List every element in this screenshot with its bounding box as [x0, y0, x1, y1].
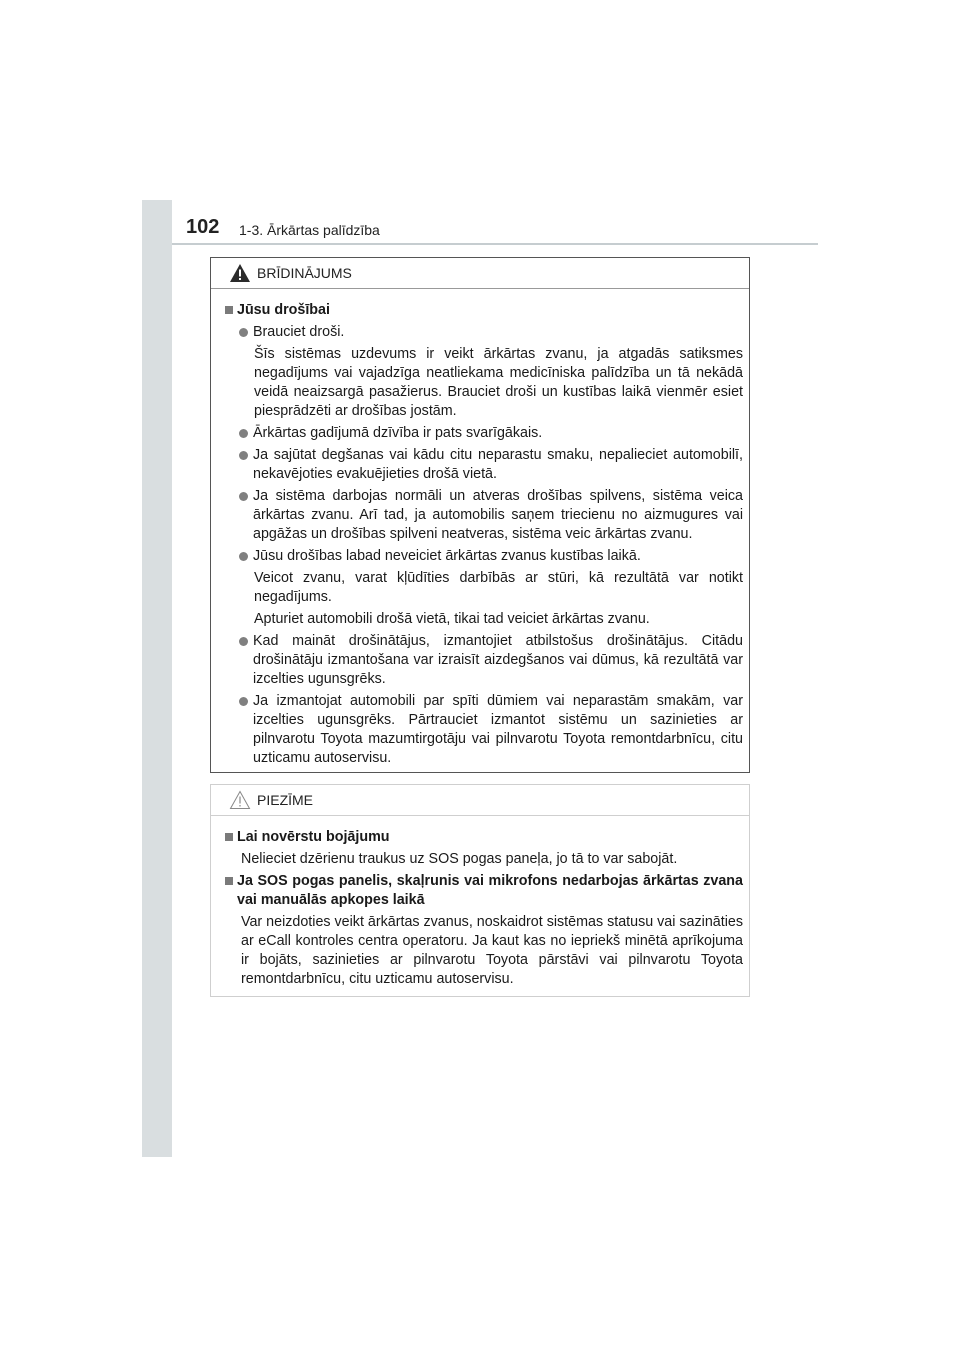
- section-title: 1-3. Ārkārtas palīdzība: [239, 222, 380, 238]
- paragraph: Var neizdoties veikt ārkārtas zvanus, noskaidrot sistēmas statusu vai sazināties ar eCall kontroles centra operatoru. Ja kaut kas no iepriekš minētā aprīkojuma ir bojāts, sazinieties ar pilnvarotu Toyota pārstāvi vai pilnvarotu Toyota remontdarbnīcu, citu uzticamu autoservisu.: [241, 914, 743, 987]
- paragraph: Nelieciet dzērienu traukus uz SOS pogas paneļa, jo tā to var sabojāt.: [241, 851, 678, 867]
- square-bullet-icon: [225, 877, 233, 885]
- list-item: Ja izmantojat automobili par spīti dūmiem vai neparastām smakām, var izcelties ugunsgrēks. Pārtrauciet izmantot sistēmu un sazinieties ar pilnvarotu Toyota mazumtirgotāju vai pilnvarotu Toyota remontdarbnīcu, citu uzticamu autoservisu.: [239, 692, 743, 768]
- list-item: Ja sistēma darbojas normāli un atveras drošības spilvens, sistēma veica ārkārtas zvanu. Arī tad, ja automobilis saņem triecienu no aizmugures vai apgāžas un drošības spilveni neatveras, sistēma veic ārkārtas zvanu.: [239, 487, 743, 544]
- warning-box: [210, 257, 750, 773]
- circle-bullet-icon: [239, 492, 248, 501]
- list-item: Kad maināt drošinātājus, izmantojiet atbilstošus drošinātājus. Citādu drošinātāju izmantošana var izraisīt aizdegšanos vai dūmus, kā rezultātā var izcelties ugunsgrēks.: [239, 632, 743, 689]
- square-bullet-icon: [225, 833, 233, 841]
- list-item: Ārkārtas gadījumā dzīvība ir pats svarīgākais.: [239, 424, 743, 443]
- warning-header: [211, 258, 749, 289]
- note-heading: Ja SOS pogas panelis, skaļrunis vai mikrofons nedarbojas ārkārtas zvana vai manuālās apkopes laikā: [225, 872, 743, 910]
- warning-heading: Jūsu drošībai: [225, 301, 743, 320]
- circle-bullet-icon: [239, 637, 248, 646]
- caution-outline-icon: [229, 790, 251, 810]
- paragraph: Veicot zvanu, varat kļūdīties darbībās ar stūri, kā rezultātā var notikt negadījums.: [254, 570, 743, 605]
- note-header: [211, 785, 749, 816]
- side-tab-bar: [142, 200, 172, 1157]
- header-rule: [172, 243, 818, 245]
- circle-bullet-icon: [239, 328, 248, 337]
- circle-bullet-icon: [239, 552, 248, 561]
- circle-bullet-icon: [239, 429, 248, 438]
- circle-bullet-icon: [239, 697, 248, 706]
- warning-icon: [229, 263, 251, 283]
- list-item: Jūsu drošības labad neveiciet ārkārtas zvanus kustības laikā.: [239, 547, 743, 566]
- square-bullet-icon: [225, 306, 233, 314]
- paragraph: Apturiet automobili drošā vietā, tikai tad veiciet ārkārtas zvanu.: [254, 611, 650, 627]
- circle-bullet-icon: [239, 451, 248, 460]
- list-item: Ja sajūtat degšanas vai kādu citu neparastu smaku, nepalieciet automobilī, nekavējoties evakuējieties drošā vietā.: [239, 446, 743, 484]
- list-item: Brauciet droši.: [239, 323, 743, 342]
- note-box: [210, 784, 750, 997]
- page-number: 102: [186, 216, 220, 238]
- note-title: PIEZĪME: [257, 792, 314, 808]
- paragraph: Šīs sistēmas uzdevums ir veikt ārkārtas zvanu, ja atgadās satiksmes negadījums vai vajadzīga neatliekama medicīniska palīdzība un tā nekādā veidā neaizsargā pasažierus. Brauciet droši un kustības laikā vienmēr esiet piesprādzēti ar drošības jostām.: [254, 346, 743, 419]
- note-heading: Lai novērstu bojājumu: [225, 828, 743, 847]
- warning-title: BRĪDINĀJUMS: [257, 265, 352, 281]
